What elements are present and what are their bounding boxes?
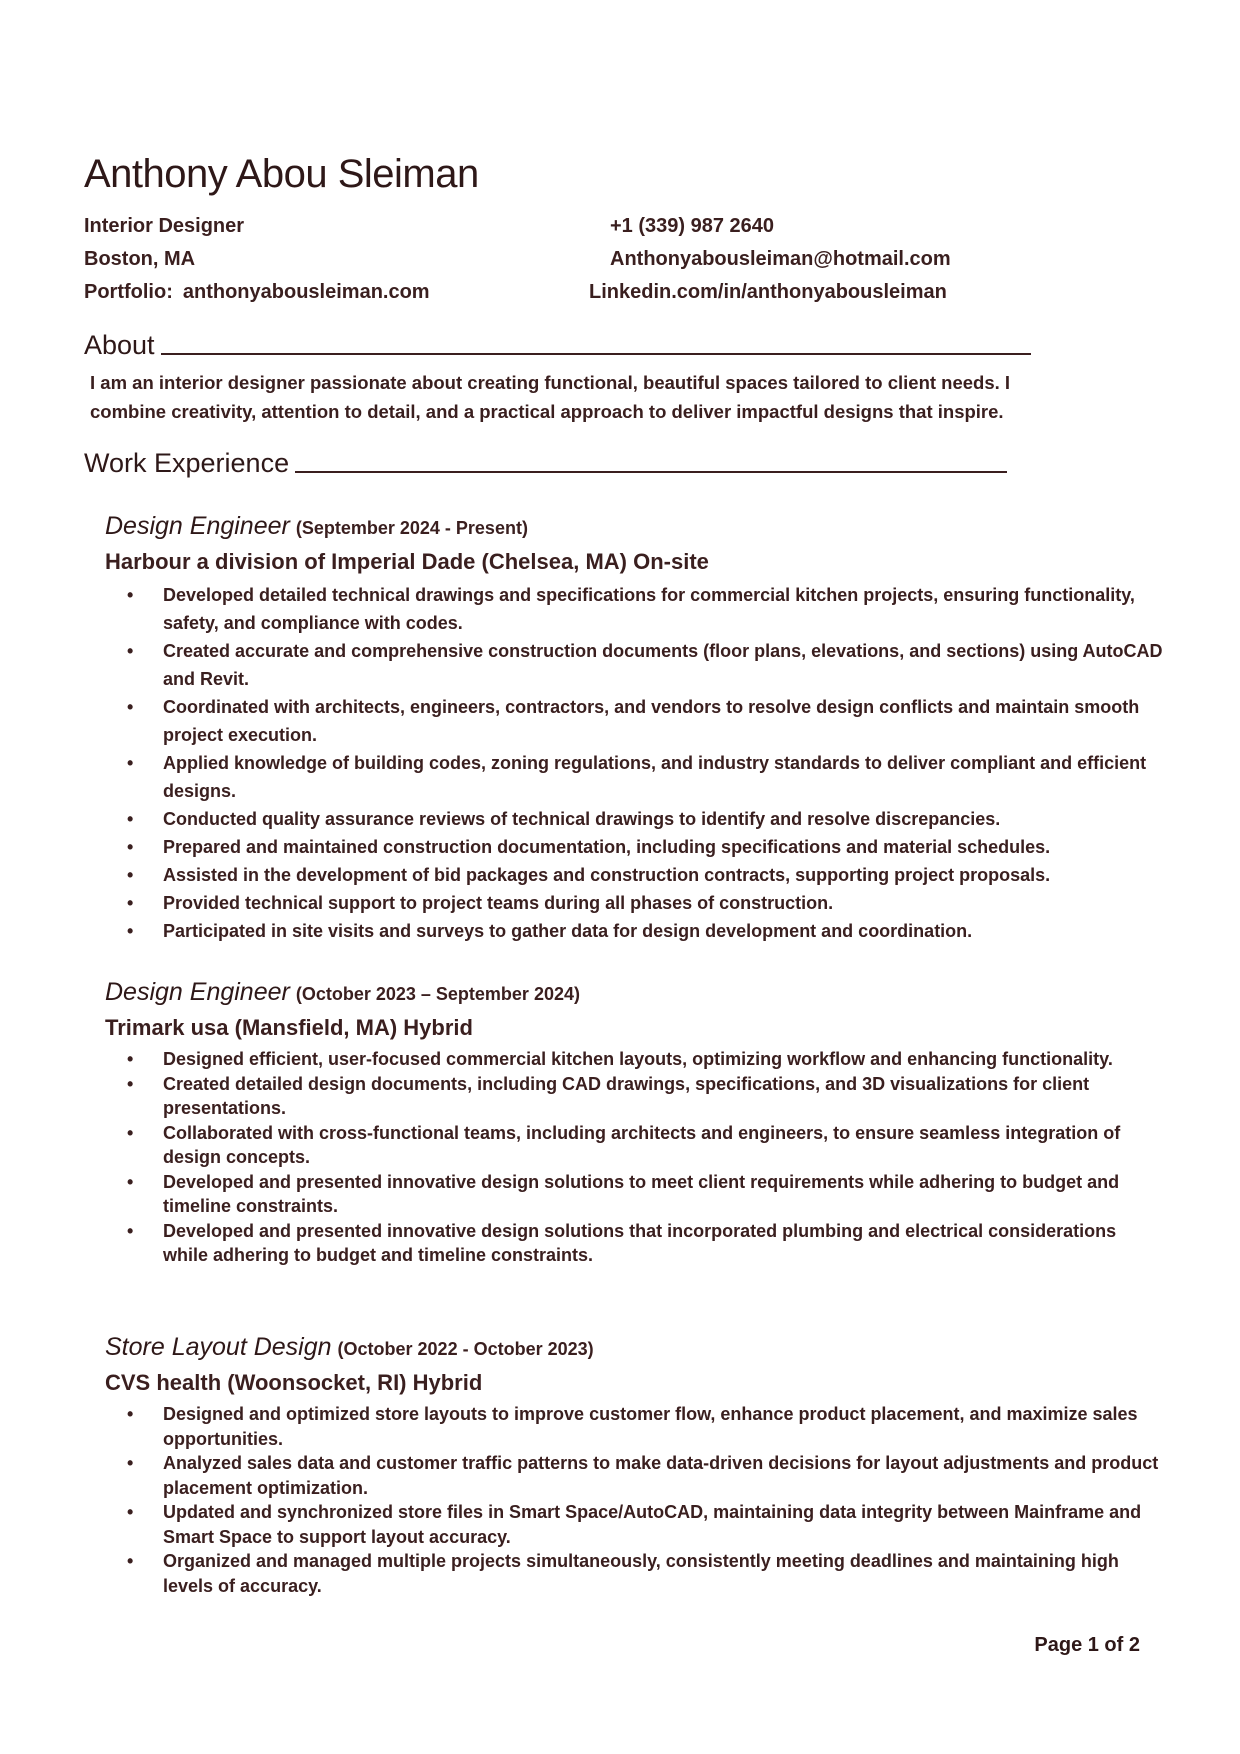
bullet-text: Coordinated with architects, engineers, contractors, and vendors to resolve design conflicts and maintain smooth project execution.	[163, 697, 1140, 745]
bullet-icon: •	[127, 865, 134, 885]
bullet-text: Prepared and maintained construction documentation, including specifications and material schedules.	[163, 837, 1051, 857]
bullet-icon: •	[127, 753, 134, 773]
job-bullet	[105, 1500, 1165, 1549]
job-company: Trimark usa (Mansfield, MA) Hybrid	[105, 1015, 473, 1040]
bullet-icon: •	[127, 641, 134, 661]
bullet-icon: •	[127, 1049, 134, 1069]
bullet-text: Developed and presented innovative design solutions that incorporated plumbing and electrical considerations while adhering to budget and timeline constraints.	[163, 1220, 1117, 1265]
job-title: Interior Designer	[84, 215, 245, 237]
bullet-icon: •	[127, 1122, 134, 1143]
bullet-icon: •	[127, 1502, 134, 1522]
bullet-text: Designed efficient, user-focused commercial kitchen layouts, optimizing workflow and enhancing functionality.	[163, 1049, 1113, 1069]
job-role: Store Layout Design	[105, 1333, 332, 1361]
job-bullet	[105, 1121, 1165, 1170]
about-heading-text: About	[84, 330, 155, 360]
job-entry	[105, 1333, 1165, 1598]
bullet-icon: •	[127, 1453, 134, 1473]
job-company: CVS health (Woonsocket, RI) Hybrid	[105, 1370, 483, 1395]
about-divider	[161, 353, 1031, 355]
bullet-icon: •	[127, 837, 134, 857]
job-bullet	[105, 581, 1165, 637]
phone-number: +1 (339) 987 2640	[610, 215, 775, 237]
bullet-text: Organized and managed multiple projects simultaneously, consistently meeting deadlines and maintaining high levels of accuracy.	[163, 1551, 1119, 1596]
job-bullet	[105, 1072, 1165, 1121]
bullet-icon: •	[127, 1551, 134, 1571]
job-bullet	[105, 1451, 1165, 1500]
work-experience-heading	[84, 448, 1007, 479]
bullet-text: Collaborated with cross-functional teams, including architects and engineers, to ensure seamless integration of design concepts.	[163, 1122, 1121, 1167]
work-experience-divider	[295, 471, 1007, 473]
location: Boston, MA	[84, 248, 196, 270]
work-experience-heading-text: Work Experience	[84, 448, 290, 478]
bullet-icon: •	[127, 1220, 134, 1241]
job-entry	[105, 978, 1165, 1268]
job-bullet-list	[105, 1402, 1165, 1598]
bullet-icon: •	[127, 893, 134, 913]
bullet-text: Updated and synchronized store files in Smart Space/AutoCAD, maintaining data integrity between Mainframe and Smart Space to support layout accuracy.	[163, 1502, 1142, 1547]
job-header	[105, 978, 1165, 1007]
job-bullet	[105, 1402, 1165, 1451]
bullet-text: Created detailed design documents, including CAD drawings, specifications, and 3D visualizations for client presentations.	[163, 1073, 1090, 1118]
portfolio	[84, 281, 430, 304]
bullet-text: Developed detailed technical drawings and specifications for commercial kitchen projects, ensuring functionality, safety, and compliance with codes.	[163, 585, 1135, 633]
bullet-text: Developed and presented innovative design solutions to meet client requirements while adhering to budget and timeline constraints.	[163, 1171, 1120, 1216]
job-bullet	[105, 861, 1165, 889]
job-role: Design Engineer	[105, 512, 290, 540]
job-bullet-list	[105, 1047, 1165, 1268]
bullet-icon: •	[127, 697, 134, 717]
bullet-text: Conducted quality assurance reviews of technical drawings to identify and resolve discrepancies.	[163, 809, 1001, 829]
page-number: Page 1 of 2	[1034, 1634, 1140, 1656]
job-bullet	[105, 917, 1165, 945]
job-bullet	[105, 693, 1165, 749]
job-company: Harbour a division of Imperial Dade (Chelsea, MA) On-site	[105, 549, 709, 574]
bullet-icon: •	[127, 1171, 134, 1192]
bullet-icon: •	[127, 1404, 134, 1424]
bullet-icon: •	[127, 1073, 134, 1094]
job-bullet	[105, 1047, 1165, 1072]
job-role: Design Engineer	[105, 978, 290, 1006]
bullet-text: Created accurate and comprehensive construction documents (floor plans, elevations, and sections) using AutoCAD and Revit.	[163, 641, 1163, 689]
job-entry	[105, 512, 1165, 945]
bullet-text: Applied knowledge of building codes, zoning regulations, and industry standards to deliver compliant and efficient designs.	[163, 753, 1147, 801]
bullet-icon: •	[127, 921, 134, 941]
job-header	[105, 1333, 1165, 1362]
portfolio-label: Portfolio:	[84, 281, 173, 303]
linkedin-link[interactable]: Linkedin.com/in/anthonyabousleiman	[589, 281, 947, 303]
bullet-text: Assisted in the development of bid packages and construction contracts, supporting project proposals.	[163, 865, 1051, 885]
job-bullet	[105, 833, 1165, 861]
email-address[interactable]: Anthonyabousleiman@hotmail.com	[610, 248, 951, 270]
job-bullet	[105, 749, 1165, 805]
job-bullet	[105, 889, 1165, 917]
job-dates: (October 2022 - October 2023)	[337, 1339, 594, 1359]
bullet-text: Analyzed sales data and customer traffic patterns to make data-driven decisions for layout adjustments and product placement optimization.	[163, 1453, 1159, 1498]
job-dates: (September 2024 - Present)	[295, 518, 528, 538]
job-bullet	[105, 1219, 1165, 1268]
about-heading	[84, 330, 1031, 361]
job-dates: (October 2023 – September 2024)	[295, 984, 580, 1004]
job-bullet	[105, 805, 1165, 833]
applicant-name: Anthony Abou Sleiman	[84, 152, 479, 196]
job-bullet	[105, 1170, 1165, 1219]
bullet-icon: •	[127, 809, 134, 829]
portfolio-link[interactable]: anthonyabousleiman.com	[182, 281, 430, 303]
bullet-text: Participated in site visits and surveys to gather data for design development and coordination.	[163, 921, 973, 941]
job-bullet	[105, 637, 1165, 693]
bullet-text: Designed and optimized store layouts to improve customer flow, enhance product placement, and maximize sales opportunities.	[163, 1404, 1138, 1449]
job-header	[105, 512, 1165, 541]
job-bullet-list	[105, 581, 1165, 945]
about-text: I am an interior designer passionate about creating functional, beautiful spaces tailored to client needs. I combine creativity, attention to detail, and a practical approach to deliver impactful designs that inspire.	[90, 372, 1011, 422]
job-bullet	[105, 1549, 1165, 1598]
bullet-text: Provided technical support to project teams during all phases of construction.	[163, 893, 834, 913]
bullet-icon: •	[127, 585, 134, 605]
